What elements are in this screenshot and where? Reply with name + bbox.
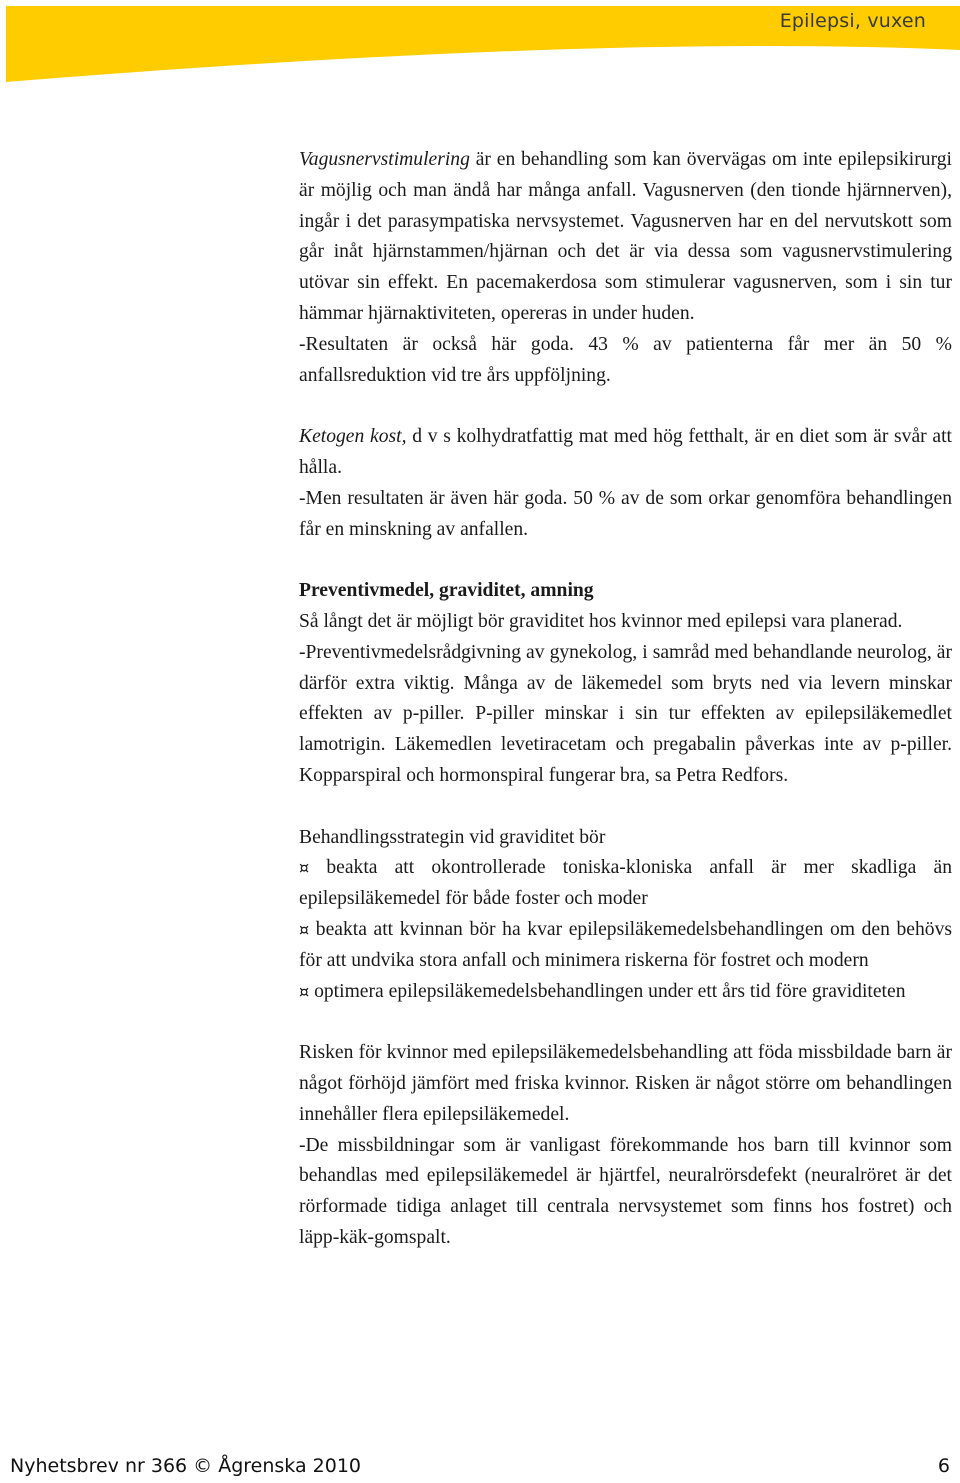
risk-quote: -De missbildningar som är vanligast förekommande hos barn till kvinnor som behandlas med epilepsiläkemedel är hjärtfel, neuralrörsdefekt (neuralröret är det rörformade tidiga anlaget till centrala nervsystemet som finns hos fostret) och läpp-käk-gomspalt. [299, 1134, 952, 1248]
footer-publication: Nyhetsbrev nr 366 © Ågrenska 2010 [10, 1455, 361, 1477]
bullet-text: optimera epilepsiläkemedelsbehandlingen under ett års tid före graviditeten [309, 980, 906, 1002]
vns-text: är en behandling som kan övervägas om inte epilepsikirurgi är möjlig och man ändå har många anfall. Vagusnerven (den tionde hjärnnerven), ingår i det parasympatiska nervsystemet. Vagusnerven har en del nervutskott som går inåt hjärnstammen/hjärnan och det är via dessa som vagusnervstimulering utövar sin effekt. En pacemakerdosa som stimulerar vagusnerven, som i sin tur hämmar hjärnaktiviteten, opereras in under huden. [299, 149, 952, 324]
bullet-icon: ¤ [299, 919, 310, 939]
risk-paragraph: Risken för kvinnor med epilepsiläkemedelsbehandling att föda missbildade barn är något förhöjd jämfört med friska kvinnor. Risken är något större om behandlingen innehåller flera epilepsiläkemedel. [299, 1042, 952, 1125]
section-heading: Preventivmedel, graviditet, amning [299, 580, 594, 602]
bullet-icon: ¤ [299, 981, 310, 1001]
bullet-text: beakta att kvinnan bör ha kvar epilepsiläkemedelsbehandlingen om den behövs för att undvika stora anfall och minimera riskerna för fostret och modern [299, 918, 952, 971]
strategy-bullet-1 [299, 853, 952, 915]
spacer [299, 1007, 952, 1038]
vns-result: -Resultaten är också här goda. 43 % av patienterna får mer än 50 % anfallsreduktion vid tre års uppföljning. [299, 333, 952, 386]
vns-term: Vagusnervstimulering [299, 149, 470, 170]
bullet-text: beakta att okontrollerade toniska-kloniska anfall är mer skadliga än epilepsiläkemedel för både foster och moder [299, 857, 952, 910]
prevent-intro: Så långt det är möjligt bör graviditet hos kvinnor med epilepsi vara planerad. [299, 610, 903, 632]
bullet-icon: ¤ [299, 858, 310, 878]
article-body [299, 145, 952, 1254]
keto-term: Ketogen kost, [299, 426, 407, 448]
keto-result: -Men resultaten är även här goda. 50 % av de som orkar genomföra behandlingen får en minskning av anfallen. [299, 487, 952, 540]
page-footer [10, 1455, 950, 1483]
strategy-bullet-2 [299, 915, 952, 977]
page-number: 6 [937, 1455, 950, 1477]
prevent-quote: -Preventivmedelsrådgivning av gynekolog, i samråd med behandlande neurolog, är därför extra viktig. Många av de läkemedel som bryts ned via levern minskar effekten av p-piller. P-piller minskar i sin tur effekten av epilepsiläkemedlet lamotrigin. Läkemedlen levetiracetam och pregabalin påverkas inte av p-piller. Kopparspiral och hormonspiral fungerar bra, sa Petra Redfors. [299, 641, 952, 786]
header-title: Epilepsi, vuxen [779, 10, 926, 32]
keto-paragraph [299, 422, 952, 484]
spacer [299, 391, 952, 422]
vns-paragraph [299, 145, 952, 330]
spacer [299, 792, 952, 823]
strategy-bullet-3 [299, 977, 952, 1008]
header-band [0, 0, 960, 82]
keto-text: d v s kolhydratfattig mat med hög fetthalt, är en diet som är svår att hålla. [299, 426, 953, 478]
spacer [299, 545, 952, 576]
strategy-intro: Behandlingsstrategin vid graviditet bör [299, 826, 606, 848]
